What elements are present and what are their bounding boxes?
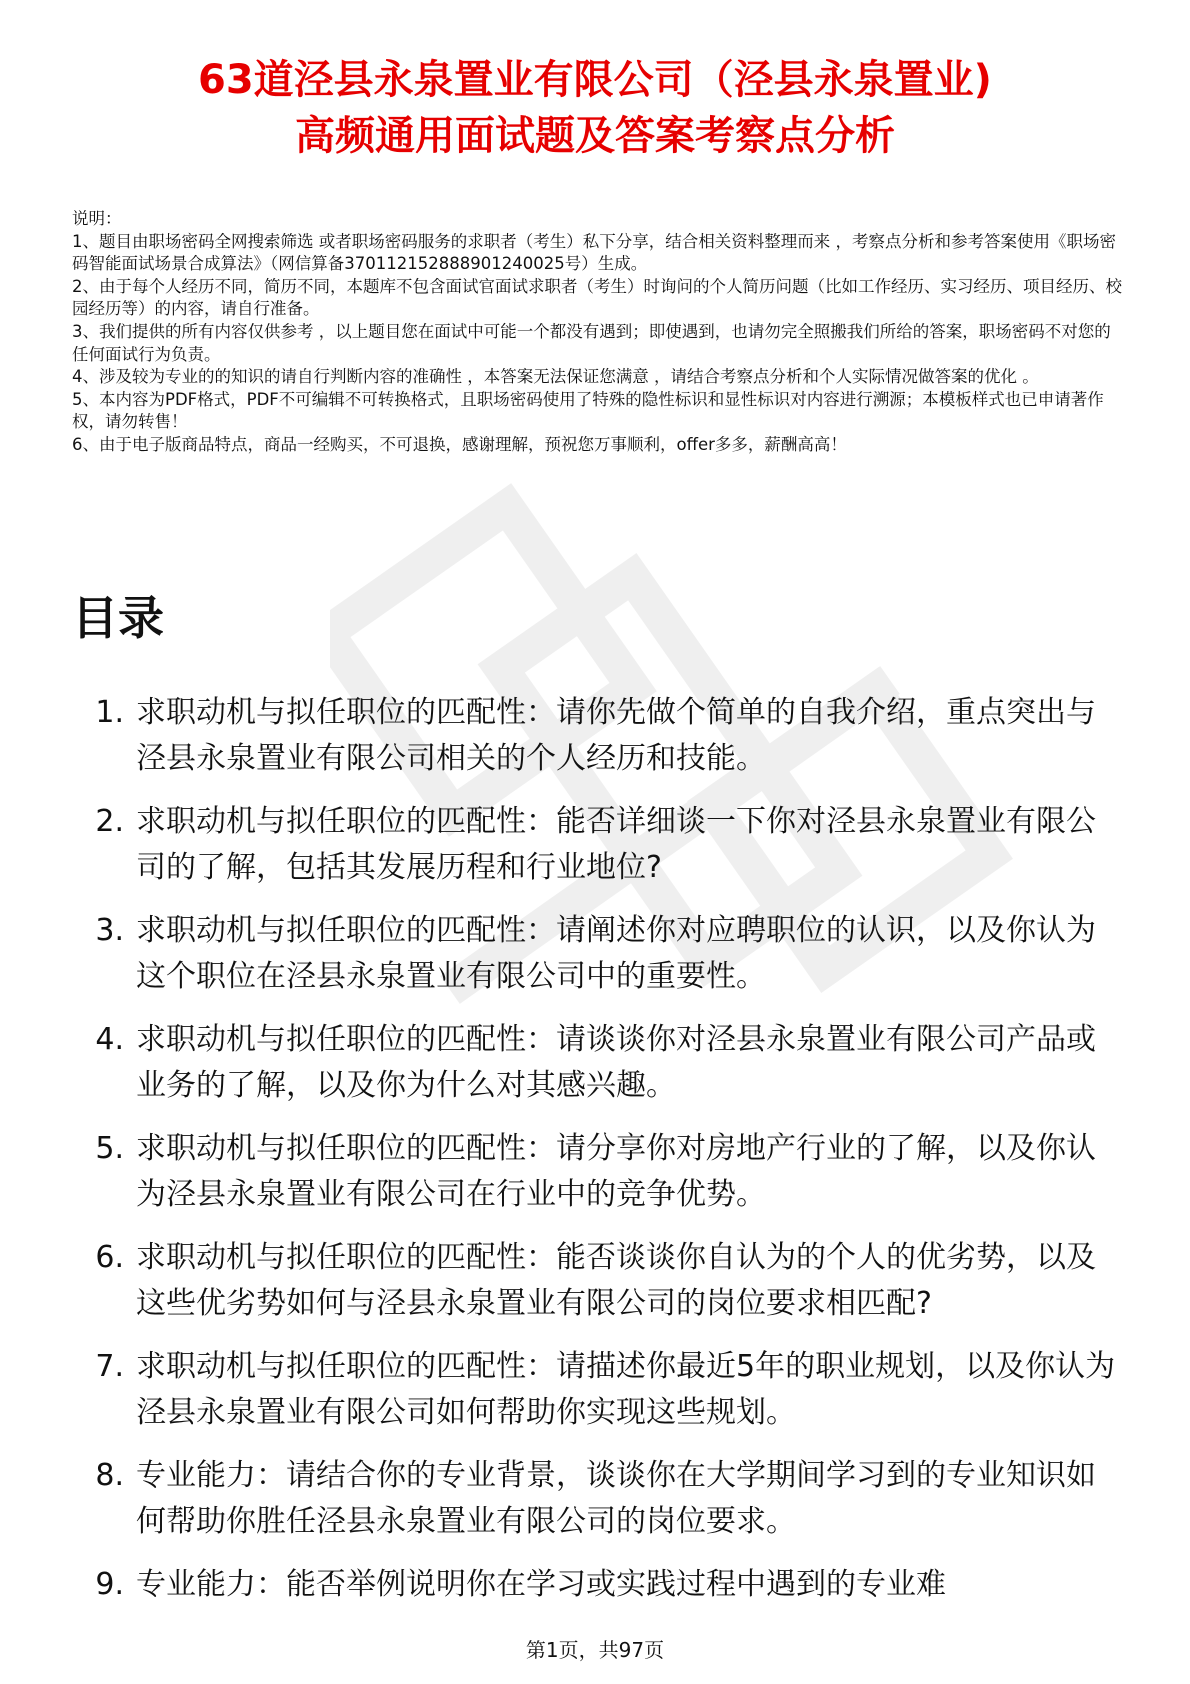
toc-item-number: 9.	[95, 1567, 124, 1602]
toc-list	[72, 690, 1122, 1625]
toc-item-text: 求职动机与拟任职位的匹配性：请你先做个简单的自我介绍，重点突出与泾县永泉置业有限公司相关的个人经历和技能。	[136, 695, 1096, 776]
instruction-item: 2、由于每个人经历不同，简历不同，本题库不包含面试官面试求职者（考生）时询问的个人简历问题（比如工作经历、实习经历、项目经历、校园经历等）的内容，请自行准备。	[72, 276, 1122, 319]
toc-item-text: 求职动机与拟任职位的匹配性：请谈谈你对泾县永泉置业有限公司产品或业务的了解，以及你为什么对其感兴趣。	[136, 1022, 1096, 1103]
toc-item-number: 2.	[95, 804, 124, 839]
instruction-item: 3、我们提供的所有内容仅供参考 ，以上题目您在面试中可能一个都没有遇到；即使遇到，也请勿完全照搬我们所给的答案，职场密码不对您的任何面试行为负责。	[72, 321, 1111, 364]
instruction-item: 1、题目由职场密码全网搜索筛选 或者职场密码服务的求职者（考生）私下分享，结合相关资料整理而来 ，考察点分析和参考答案使用《职场密码智能面试场景合成算法》（网信算备370112152888901240025号）生成。	[72, 231, 1116, 274]
toc-item-number: 7.	[95, 1349, 124, 1384]
toc-heading: 目录	[72, 591, 164, 645]
title-line-2: 高频通用面试题及答案考察点分析	[295, 113, 895, 159]
instructions-label: 说明：	[72, 209, 122, 228]
toc-item[interactable]	[72, 1126, 1122, 1218]
toc-item-number: 6.	[95, 1240, 124, 1275]
instruction-item: 5、本内容为PDF格式，PDF不可编辑不可转换格式，且职场密码使用了特殊的隐性标识和显性标识对内容进行溯源；本模板样式也已申请著作权，请勿转售！	[72, 389, 1104, 432]
toc-item[interactable]	[72, 1562, 1122, 1608]
toc-item[interactable]	[72, 1235, 1122, 1327]
toc-item[interactable]	[72, 1453, 1122, 1545]
instruction-item: 6、由于电子版商品特点，商品一经购买，不可退换，感谢理解，预祝您万事顺利，offer多多，薪酬高高！	[72, 434, 847, 454]
toc-item-text: 求职动机与拟任职位的匹配性：请描述你最近5年的职业规划，以及你认为泾县永泉置业有限公司如何帮助你实现这些规划。	[136, 1349, 1116, 1430]
toc-item-text: 专业能力：能否举例说明你在学习或实践过程中遇到的专业难	[136, 1567, 946, 1602]
title-line-1: 63道泾县永泉置业有限公司（泾县永泉置业)	[198, 57, 992, 103]
toc-item-number: 4.	[95, 1022, 124, 1057]
toc-item-number: 5.	[95, 1131, 124, 1166]
toc-item-text: 求职动机与拟任职位的匹配性：能否详细谈一下你对泾县永泉置业有限公司的了解，包括其发展历程和行业地位?	[136, 804, 1096, 885]
toc-item[interactable]	[72, 1017, 1122, 1109]
instruction-item: 4、涉及较为专业的的知识的请自行判断内容的准确性 ，本答案无法保证您满意 ，请结合考察点分析和个人实际情况做答案的优化 。	[72, 367, 1039, 387]
toc-item-text: 专业能力：请结合你的专业背景，谈谈你在大学期间学习到的专业知识如何帮助你胜任泾县永泉置业有限公司的岗位要求。	[136, 1458, 1096, 1539]
toc-item-number: 1.	[95, 695, 124, 730]
toc-item-text: 求职动机与拟任职位的匹配性：请阐述你对应聘职位的认识，以及你认为这个职位在泾县永泉置业有限公司中的重要性。	[136, 913, 1096, 994]
toc-item[interactable]	[72, 1344, 1122, 1436]
toc-item-number: 3.	[95, 913, 124, 948]
toc-item[interactable]	[72, 799, 1122, 891]
toc-item-text: 求职动机与拟任职位的匹配性：能否谈谈你自认为的个人的优劣势，以及这些优劣势如何与泾县永泉置业有限公司的岗位要求相匹配?	[136, 1240, 1096, 1321]
page-number-footer: 第1页，共97页	[525, 1638, 665, 1662]
instructions-section	[72, 208, 1122, 457]
toc-item-text: 求职动机与拟任职位的匹配性：请分享你对房地产行业的了解，以及你认为泾县永泉置业有限公司在行业中的竞争优势。	[136, 1131, 1096, 1212]
toc-item[interactable]	[72, 908, 1122, 1000]
document-title	[60, 52, 1130, 164]
toc-item-number: 8.	[95, 1458, 124, 1493]
toc-item[interactable]	[72, 690, 1122, 782]
